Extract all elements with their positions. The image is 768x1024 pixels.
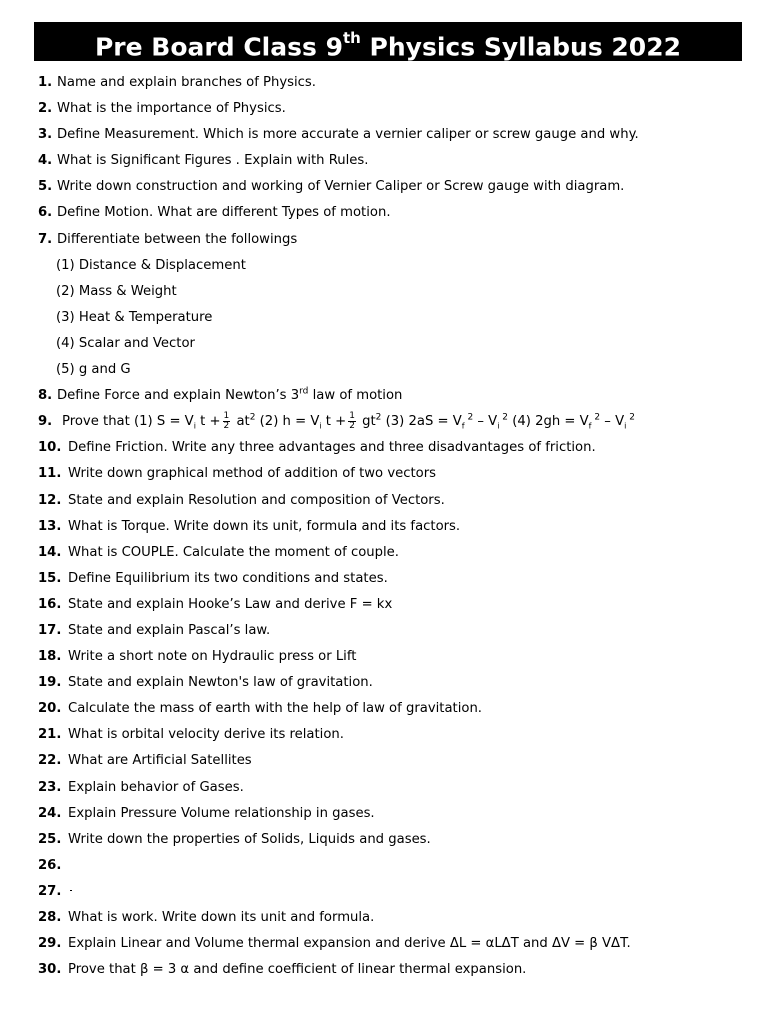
list-item [38,801,748,827]
list-item [38,70,748,96]
title-superscript: th [342,29,361,47]
item-text: Name and explain branches of Physics. [57,75,316,90]
sub-item-text: (1) Distance & Displacement [56,257,246,273]
list-item [38,775,748,801]
item-text: Define Equilibrium its two conditions and states. [68,570,388,586]
item-text: What are Artificial Satellites [68,753,252,769]
item-number: 26. [38,857,62,873]
item-text: State and explain Pascal’s law. [68,622,271,638]
item-text: What is COUPLE. Calculate the moment of couple. [68,544,399,560]
list-item [38,957,748,983]
item-number: 14. [38,544,62,560]
item-number: 3. [38,127,53,143]
list-item [38,122,748,148]
list-item [38,853,748,879]
list-item [38,514,748,540]
item-number: 16. [38,596,62,612]
item-number: 19. [38,675,62,691]
item-text: What is orbital velocity derive its relation. [68,727,344,743]
list-item [38,435,748,461]
fraction [70,890,72,891]
item-text: Explain behavior of Gases. [68,779,244,795]
item-text: What is work. Write down its unit and formula. [68,910,375,925]
item-number: 5. [38,179,53,195]
item-text: Define Friction. Write any three advantages and three disadvantages of friction. [68,440,596,456]
item-text: Explain Pressure Volume relationship in gases. [68,805,375,821]
list-item [38,644,748,670]
item-number: 12. [38,492,62,508]
item-number: 22. [38,753,62,769]
sub-item [38,253,748,279]
list-item [38,592,748,618]
item-text: Prove that β = 3 α and define coefficient of linear thermal expansion. [68,962,527,978]
equation: Prove that (1) $S = V_i$ t + $\frac{1}{2}$ $at^2$ (2) $h = V_i$ t + $\frac{1}{2}$ $gt^2$ (3) $2aS = V_f$ $^2 - V_i$ $^2$ (4) $2gh = V_f$ $^2 - V_i$ $^2$ [62,410,635,431]
item-number: 13. [38,518,62,534]
sub-item-text: (5) g and G [56,362,131,378]
item-number: 7. [38,231,53,247]
item-number: 23. [38,779,62,795]
list-item [38,748,748,774]
list-item [38,566,748,592]
item-text: Write down construction and working of Vernier Caliper or Screw gauge with diagram. [57,179,625,195]
list-item [38,174,748,200]
item-text: Define Motion. What are different Types of motion. [57,205,391,221]
list-item [38,983,748,1009]
item-number: 2. [38,101,53,117]
sub-item [38,305,748,331]
list-item [38,461,748,487]
item-number: 10. [38,440,62,456]
item-text-end: law of motion [308,388,403,404]
item-text: Differentiate between the followings [57,231,298,247]
item-number: 27. [38,883,62,899]
item-number: 1. [38,75,53,90]
fraction: $\frac{1}{2}$ [223,410,230,431]
sub-item [38,357,748,383]
fraction: $\frac{1}{2}$ [349,410,355,431]
list-item [38,879,748,905]
item-text: Define Force and explain Newton’s 3 [57,388,300,404]
sub-item [38,279,748,305]
item-text: Write a short note on Hydraulic press or Lift [68,649,357,665]
list-item [38,618,748,644]
title-text-end: Physics Syllabus 2022 [360,32,681,62]
item-number: 15. [38,570,62,586]
item-text: Write down graphical method of addition of two vectors [68,466,437,482]
list-item [38,827,748,853]
item-number: 6. [38,205,53,221]
list-item [38,227,748,253]
list-item [38,383,748,409]
list-item [38,409,748,435]
item-number: 8. [38,388,53,404]
item-number: 4. [38,153,53,169]
page-title [34,22,742,61]
item-text: What is Torque. Write down its unit, formula and its factors. [68,518,461,534]
list-item [38,540,748,566]
sub-item [38,331,748,357]
list-item [38,931,748,957]
list-item [38,696,748,722]
question-list [38,70,748,1009]
item-text: State and explain Newton's law of gravitation. [68,675,373,691]
item-number: 17. [38,622,62,638]
item-number: 29. [38,936,62,952]
item-text: State and explain Resolution and composition of Vectors. [68,492,445,508]
list-item [38,96,748,122]
list-item [38,905,748,931]
list-item [38,148,748,174]
item-text: State and explain Hooke’s Law and derive F = kx [68,596,393,612]
item-number: 18. [38,649,62,665]
sub-item-text: (2) Mass & Weight [56,283,177,299]
superscript: rd [299,386,309,397]
list-item [38,488,748,514]
title-text: Pre Board Class 9 [94,32,343,62]
item-text: Define Measurement. Which is more accurate a vernier caliper or screw gauge and why. [57,127,639,143]
item-number: 28. [38,910,62,925]
sub-item-text: (3) Heat & Temperature [56,309,213,325]
sub-item-text: (4) Scalar and Vector [56,335,195,351]
list-item [38,200,748,226]
item-text: Write down the properties of Solids, Liquids and gases. [68,831,431,847]
item-number: 20. [38,701,62,717]
item-number: 21. [38,727,62,743]
list-item [38,722,748,748]
item-text: Calculate the mass of earth with the help of law of gravitation. [68,701,482,717]
item-number: 25. [38,831,62,847]
item-number: 24. [38,805,62,821]
item-text: What is the importance of Physics. [57,101,286,117]
item-number: 9. [38,414,53,430]
item-text: Explain Linear and Volume thermal expansion and derive ΔL = αLΔT and ΔV = β VΔT. [68,936,631,952]
item-text: What is Significant Figures . Explain with Rules. [57,153,369,169]
item-number: 30. [38,962,62,978]
item-number: 11. [38,466,62,482]
list-item [38,670,748,696]
